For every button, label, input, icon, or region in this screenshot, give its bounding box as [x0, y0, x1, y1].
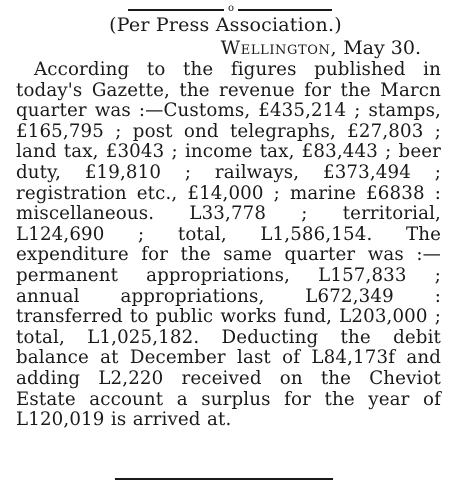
article-body: According to the figures published in today's Gazette, the revenue for the Marcn quarter was :—Customs, £435,214 ; stamps, £165,795 ; post ond telegraphs, £27,803 ; land tax, £3043 ; income tax, £83,443 ; beer duty, £19,810 ; railways, £373,494 ; registration etc., £14,000 ; marine £6838 : miscellaneous. L33,778 ; territorial, L124,690 ; total, L1,586,154. The expenditure for the same quarter was :— permanent appropriations, L157,833 ; annual appropriations, L672,349 : transferred to public works fund, L203,000 ; total, L1,025,182. Deducting the debit balance at December last of L84,173f and adding L2,220 received on the Cheviot Estate account a surplus for the year of L120,019 is arrived at.: [16, 59, 441, 431]
credit-line: (Per Press Association.): [109, 14, 342, 36]
dateline-date: May 30.: [343, 37, 421, 59]
dateline-place: Wellington,: [220, 37, 338, 59]
rule-line-left: [128, 9, 224, 11]
dateline: [221, 37, 421, 60]
rule-line-right: [238, 9, 332, 11]
rule-ornament: o: [227, 3, 235, 14]
bottom-rule: [115, 478, 333, 480]
